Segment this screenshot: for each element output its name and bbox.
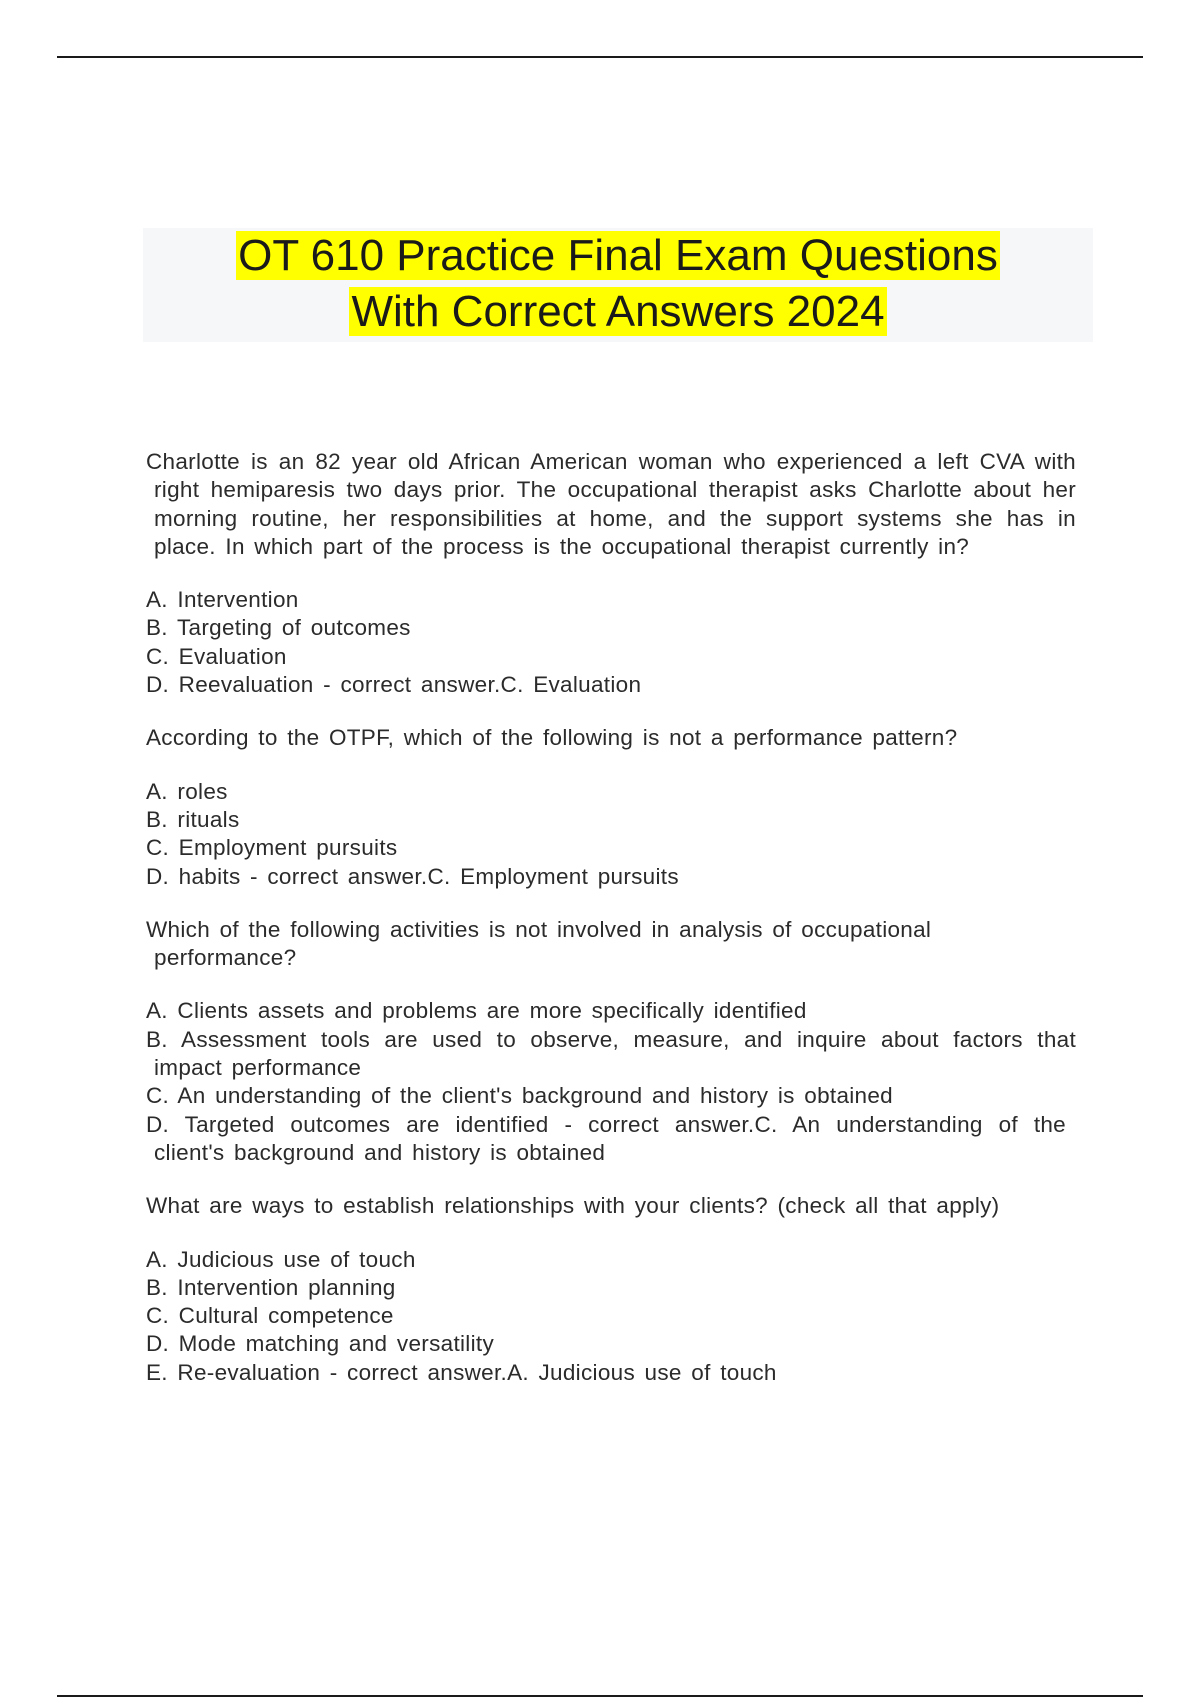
answer-option-with-correct-answer: D. Targeted outcomes are identified - correct answer.C. An understanding of the client's background and history is obtained <box>146 1111 1066 1165</box>
answer-options <box>146 586 1076 699</box>
question-text: Charlotte is an 82 year old African American woman who experienced a left CVA with right hemiparesis two days prior. The occupational therapist asks Charlotte about her morning routine, her responsibilities at home, and the support systems she has in place. In which part of the process is the occupational therapist currently in? <box>146 449 1076 559</box>
title-line-2-text: With Correct Answers 2024 <box>351 287 885 336</box>
answer-option: A. Judicious use of touch <box>146 1246 416 1272</box>
question-block-3 <box>146 916 1076 1167</box>
answer-option-with-correct-answer: D. habits - correct answer.C. Employment pursuits <box>146 863 679 889</box>
answer-option-with-correct-answer: E. Re-evaluation - correct answer.A. Judicious use of touch <box>146 1359 777 1385</box>
answer-option: C. Evaluation <box>146 643 287 669</box>
title-line-1-text: OT 610 Practice Final Exam Questions <box>238 231 998 280</box>
question-block-2 <box>146 724 1076 890</box>
top-rule <box>57 56 1143 58</box>
answer-option: C. Cultural competence <box>146 1303 394 1329</box>
answer-option-with-correct-answer: D. Reevaluation - correct answer.C. Evaluation <box>146 672 642 698</box>
document-body <box>146 448 1076 1412</box>
answer-option: A. roles <box>146 778 228 804</box>
question-block-4 <box>146 1192 1076 1387</box>
question-text: What are ways to establish relationships with your clients? (check all that apply) <box>146 1193 1000 1219</box>
answer-option: A. Intervention <box>146 587 299 613</box>
question-text: According to the OTPF, which of the following is not a performance pattern? <box>146 725 958 751</box>
question-text: Which of the following activities is not involved in analysis of occupational performance? <box>146 916 932 971</box>
answer-option: B. Targeting of outcomes <box>146 615 411 641</box>
document-title <box>143 228 1093 342</box>
answer-option: C. An understanding of the client's background and history is obtained <box>146 1083 893 1109</box>
answer-options <box>146 1246 1076 1387</box>
answer-option: D. Mode matching and versatility <box>146 1331 494 1357</box>
title-line-1 <box>143 228 1093 284</box>
answer-option: B. Intervention planning <box>146 1274 396 1300</box>
answer-option: A. Clients assets and problems are more specifically identified <box>146 998 807 1024</box>
question-block-1 <box>146 448 1076 699</box>
answer-option: B. rituals <box>146 806 240 832</box>
answer-option: C. Employment pursuits <box>146 835 398 861</box>
title-line-2 <box>143 284 1093 340</box>
answer-option: B. Assessment tools are used to observe, measure, and inquire about factors that impact performance <box>146 1026 1076 1081</box>
answer-options <box>146 778 1076 891</box>
bottom-rule <box>57 1695 1143 1697</box>
answer-options <box>146 997 1076 1167</box>
